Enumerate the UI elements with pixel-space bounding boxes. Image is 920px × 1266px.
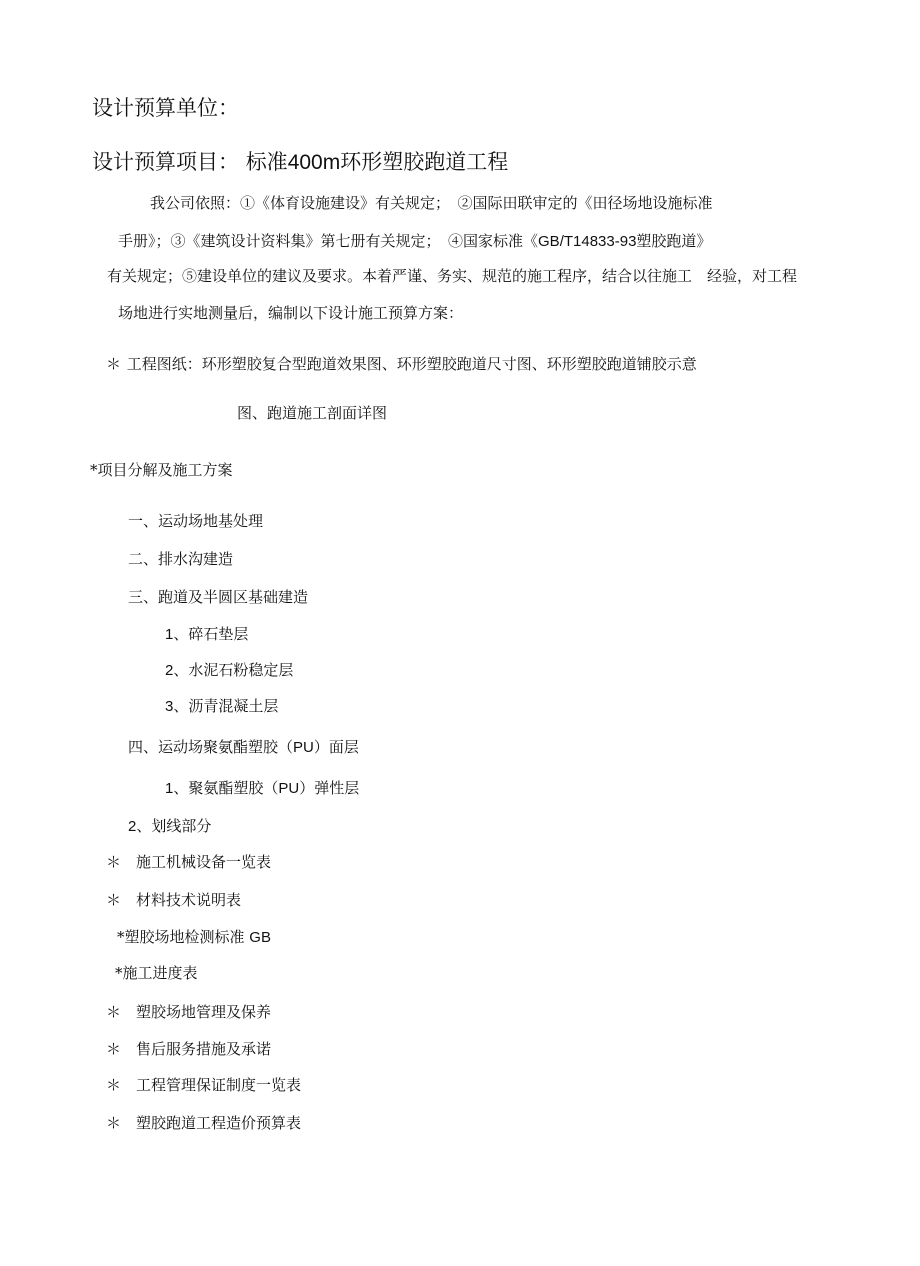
section-2: 二、排水沟建造: [128, 550, 234, 568]
section-4-2: 2、划线部分: [128, 817, 212, 835]
outline-title: *项目分解及施工方案: [90, 461, 233, 479]
section-4: 四、运动场聚氨酯塑胶（PU）面层: [128, 738, 359, 756]
design-project-title: 设计预算项目： 标准400m环形塑胶跑道工程: [92, 150, 509, 174]
intro-line-2: 手册》；③《建筑设计资料集》第七册有关规定； ④国家标准《GB/T14833-93塑胶跑道》: [118, 232, 712, 250]
bullet-star: ＊: [106, 1114, 122, 1132]
section-3-1: 1、碎石垫层: [165, 625, 249, 643]
bullet-star: ＊: [106, 1003, 122, 1021]
intro-line-1: 我公司依照：①《体育设施建设》有关规定； ②国际田联审定的《田径场地设施标准: [150, 194, 713, 212]
drawings-line-2: 图、跑道施工剖面详图: [237, 404, 388, 422]
intro-line-3: 有关规定；⑤建设单位的建议及要求。本着严谨、务实、规范的施工程序，结合以往施工 经验，对工程: [107, 267, 798, 285]
section-4-1: 1、聚氨酯塑胶（PU）弹性层: [165, 779, 360, 797]
appendix-schedule: *施工进度表: [115, 964, 198, 982]
section-3-2: 2、水泥石粉稳定层: [165, 661, 294, 679]
appendix-maintenance: ＊ 塑胶场地管理及保养: [106, 1003, 272, 1021]
appendix-equipment: ＊ 施工机械设备一览表: [106, 853, 272, 871]
section-3: 三、跑道及半圆区基础建造: [128, 588, 309, 606]
section-1: 一、运动场地基处理: [128, 512, 264, 530]
intro-line-4: 场地进行实地测量后，编制以下设计施工预算方案：: [118, 304, 464, 322]
appendix-materials: ＊ 材料技术说明表: [106, 891, 242, 909]
appendix-standard: *塑胶场地检测标准 GB: [117, 928, 271, 946]
appendix-after-sales: ＊ 售后服务措施及承诺: [106, 1040, 272, 1058]
appendix-management: ＊ 工程管理保证制度一览表: [106, 1076, 302, 1094]
bullet-star: ＊: [106, 853, 122, 871]
bullet-star: ＊: [106, 891, 122, 909]
design-unit-label: 设计预算单位：: [92, 96, 239, 120]
bullet-star: ＊: [106, 355, 122, 373]
drawings-line-1: ＊ 工程图纸：环形塑胶复合型跑道效果图、环形塑胶跑道尺寸图、环形塑胶跑道铺胶示意: [106, 355, 697, 373]
appendix-budget: ＊ 塑胶跑道工程造价预算表: [106, 1114, 302, 1132]
section-3-3: 3、沥青混凝土层: [165, 697, 279, 715]
bullet-star: ＊: [106, 1040, 122, 1058]
bullet-star: ＊: [106, 1076, 122, 1094]
